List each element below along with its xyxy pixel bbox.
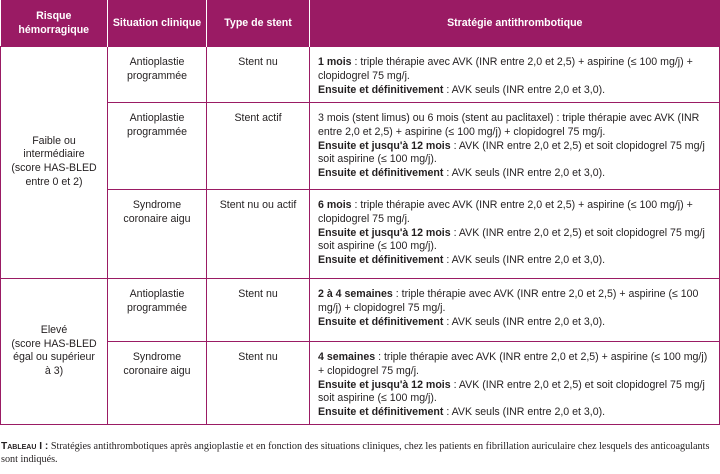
table-row <box>1 189 720 278</box>
strategy-cell <box>310 102 720 189</box>
situation-cell <box>108 47 207 103</box>
strategy-text: : triple thérapie avec AVK (INR entre 2,0 et 2,5) + aspirine (≤ 100 mg/j) + clopidogrel 75 mg/j. <box>318 287 699 314</box>
strategy-text: 3 mois (stent limus) ou 6 mois (stent au paclitaxel) : triple thérapie avec AVK (INR entre 2,0 et 2,5) + aspirine (≤ 100 mg/j) + clopidogrel 75 mg/j. <box>318 111 700 138</box>
strategy-paragraph <box>318 254 715 268</box>
strategy-period: 4 semaines <box>318 350 376 363</box>
strategy-period: Ensuite et jusqu'à 12 mois <box>318 139 451 152</box>
strategy-text: : AVK seuls (INR entre 2,0 et 3,0). <box>443 406 606 419</box>
strategy-period: Ensuite et jusqu'à 12 mois <box>318 226 451 239</box>
table-row <box>1 341 720 425</box>
risk-line: à 3) <box>44 365 64 378</box>
strategy-text: : AVK (INR entre 2,0 et 2,5) et soit clopidogrel 75 mg/j soit aspirine (≤ 100 mg/j). <box>318 226 705 253</box>
stent-type-cell: Stent nu <box>207 47 310 103</box>
caption-text: Stratégies antithrombotiques après angioplastie et en fonction des situations cliniques, chez les patients en fibrillation auriculaire chez lesquels des anticoagulants sont indiqués. <box>1 441 710 465</box>
situation-line: coronaire aigu <box>123 364 191 377</box>
strategy-period: Ensuite et définitivement <box>318 406 444 419</box>
strategy-text: : AVK (INR entre 2,0 et 2,5) et soit clopidogrel 75 mg/j soit aspirine (≤ 100 mg/j). <box>318 378 705 405</box>
situation-line: Antioplastie <box>129 287 185 300</box>
strategy-period: Ensuite et définitivement <box>318 315 444 328</box>
risk-line: (score HAS-BLED <box>11 337 97 350</box>
situation-line: programmée <box>126 125 188 138</box>
caption-label: Tableau I : <box>1 441 49 452</box>
stent-type-cell: Stent nu <box>207 341 310 425</box>
strategy-paragraph <box>318 199 715 227</box>
strategy-cell <box>310 189 720 278</box>
risk-line: Faible ou <box>32 134 76 147</box>
header-strategy: Stratégie antithrombotique <box>310 0 720 47</box>
strategy-cell <box>310 278 720 341</box>
situation-line: Syndrome <box>132 350 182 363</box>
stent-type-cell: Stent nu ou actif <box>207 189 310 278</box>
table-header <box>1 0 720 47</box>
strategy-period: 2 à 4 semaines <box>318 287 393 300</box>
risk-line: (score HAS-BLED <box>11 162 97 175</box>
table-row <box>1 102 720 189</box>
strategy-period: 6 mois <box>318 198 352 211</box>
risk-line: Elevé <box>40 323 68 336</box>
table-row <box>1 278 720 341</box>
strategy-paragraph <box>318 316 715 330</box>
strategy-cell <box>310 341 720 425</box>
strategy-paragraph <box>318 351 715 379</box>
situation-cell <box>108 278 207 341</box>
strategy-paragraph <box>318 288 715 316</box>
situation-cell <box>108 189 207 278</box>
strategy-paragraph <box>318 167 715 181</box>
strategy-period: Ensuite et définitivement <box>318 167 444 180</box>
stent-type-cell: Stent nu <box>207 278 310 341</box>
strategy-paragraph <box>318 112 715 140</box>
risk-cell <box>1 278 108 425</box>
strategy-text: : AVK seuls (INR entre 2,0 et 3,0). <box>443 83 606 96</box>
strategy-paragraph <box>318 56 715 84</box>
strategy-paragraph <box>318 227 715 255</box>
strategy-paragraph <box>318 406 715 420</box>
table-caption <box>1 440 719 466</box>
strategy-text: : AVK seuls (INR entre 2,0 et 3,0). <box>443 167 606 180</box>
risk-line: entre 0 et 2) <box>25 176 83 189</box>
strategy-text: : triple thérapie avec AVK (INR entre 2,0 et 2,5) + aspirine (≤ 100 mg/j) + clopidogrel 75 mg/j. <box>318 198 693 225</box>
risk-line: égal ou supérieur <box>13 351 95 364</box>
strategy-text: : triple thérapie avec AVK (INR entre 2,0 et 2,5) + aspirine (≤ 100 mg/j) + clopidogrel 75 mg/j. <box>318 56 693 82</box>
table-body <box>1 47 720 425</box>
situation-line: Antioplastie <box>129 111 185 124</box>
situation-line: programmée <box>126 69 188 82</box>
situation-cell <box>108 102 207 189</box>
strategy-text: : triple thérapie avec AVK (INR entre 2,0 et 2,5) + aspirine (≤ 100 mg/j) + clopidogrel 75 mg/j. <box>318 350 708 377</box>
strategy-text: : AVK (INR entre 2,0 et 2,5) et soit clopidogrel 75 mg/j soit aspirine (≤ 100 mg/j). <box>318 139 705 166</box>
risk-cell <box>1 47 108 279</box>
strategy-text: : AVK seuls (INR entre 2,0 et 3,0). <box>443 315 606 328</box>
strategy-paragraph <box>318 84 715 98</box>
situation-line: Syndrome <box>132 198 182 211</box>
situation-line: programmée <box>126 301 188 314</box>
strategy-period: Ensuite et définitivement <box>318 254 444 267</box>
strategy-period: 1 mois <box>318 56 352 68</box>
situation-cell <box>108 341 207 425</box>
situation-line: coronaire aigu <box>123 212 191 225</box>
header-stent: Type de stent <box>207 0 310 47</box>
strategy-paragraph <box>318 379 715 407</box>
header-situation: Situation clinique <box>108 0 207 47</box>
strategy-paragraph <box>318 140 715 168</box>
strategy-cell <box>310 47 720 103</box>
table-row <box>1 47 720 103</box>
risk-line: intermédiaire <box>23 148 85 161</box>
stent-type-cell: Stent actif <box>207 102 310 189</box>
strategy-period: Ensuite et jusqu'à 12 mois <box>318 378 451 391</box>
situation-line: Antioplastie <box>129 56 185 68</box>
strategy-text: : AVK seuls (INR entre 2,0 et 3,0). <box>443 254 606 267</box>
strategy-period: Ensuite et définitivement <box>318 83 444 96</box>
header-risk: Risque hémorragique <box>1 0 108 47</box>
